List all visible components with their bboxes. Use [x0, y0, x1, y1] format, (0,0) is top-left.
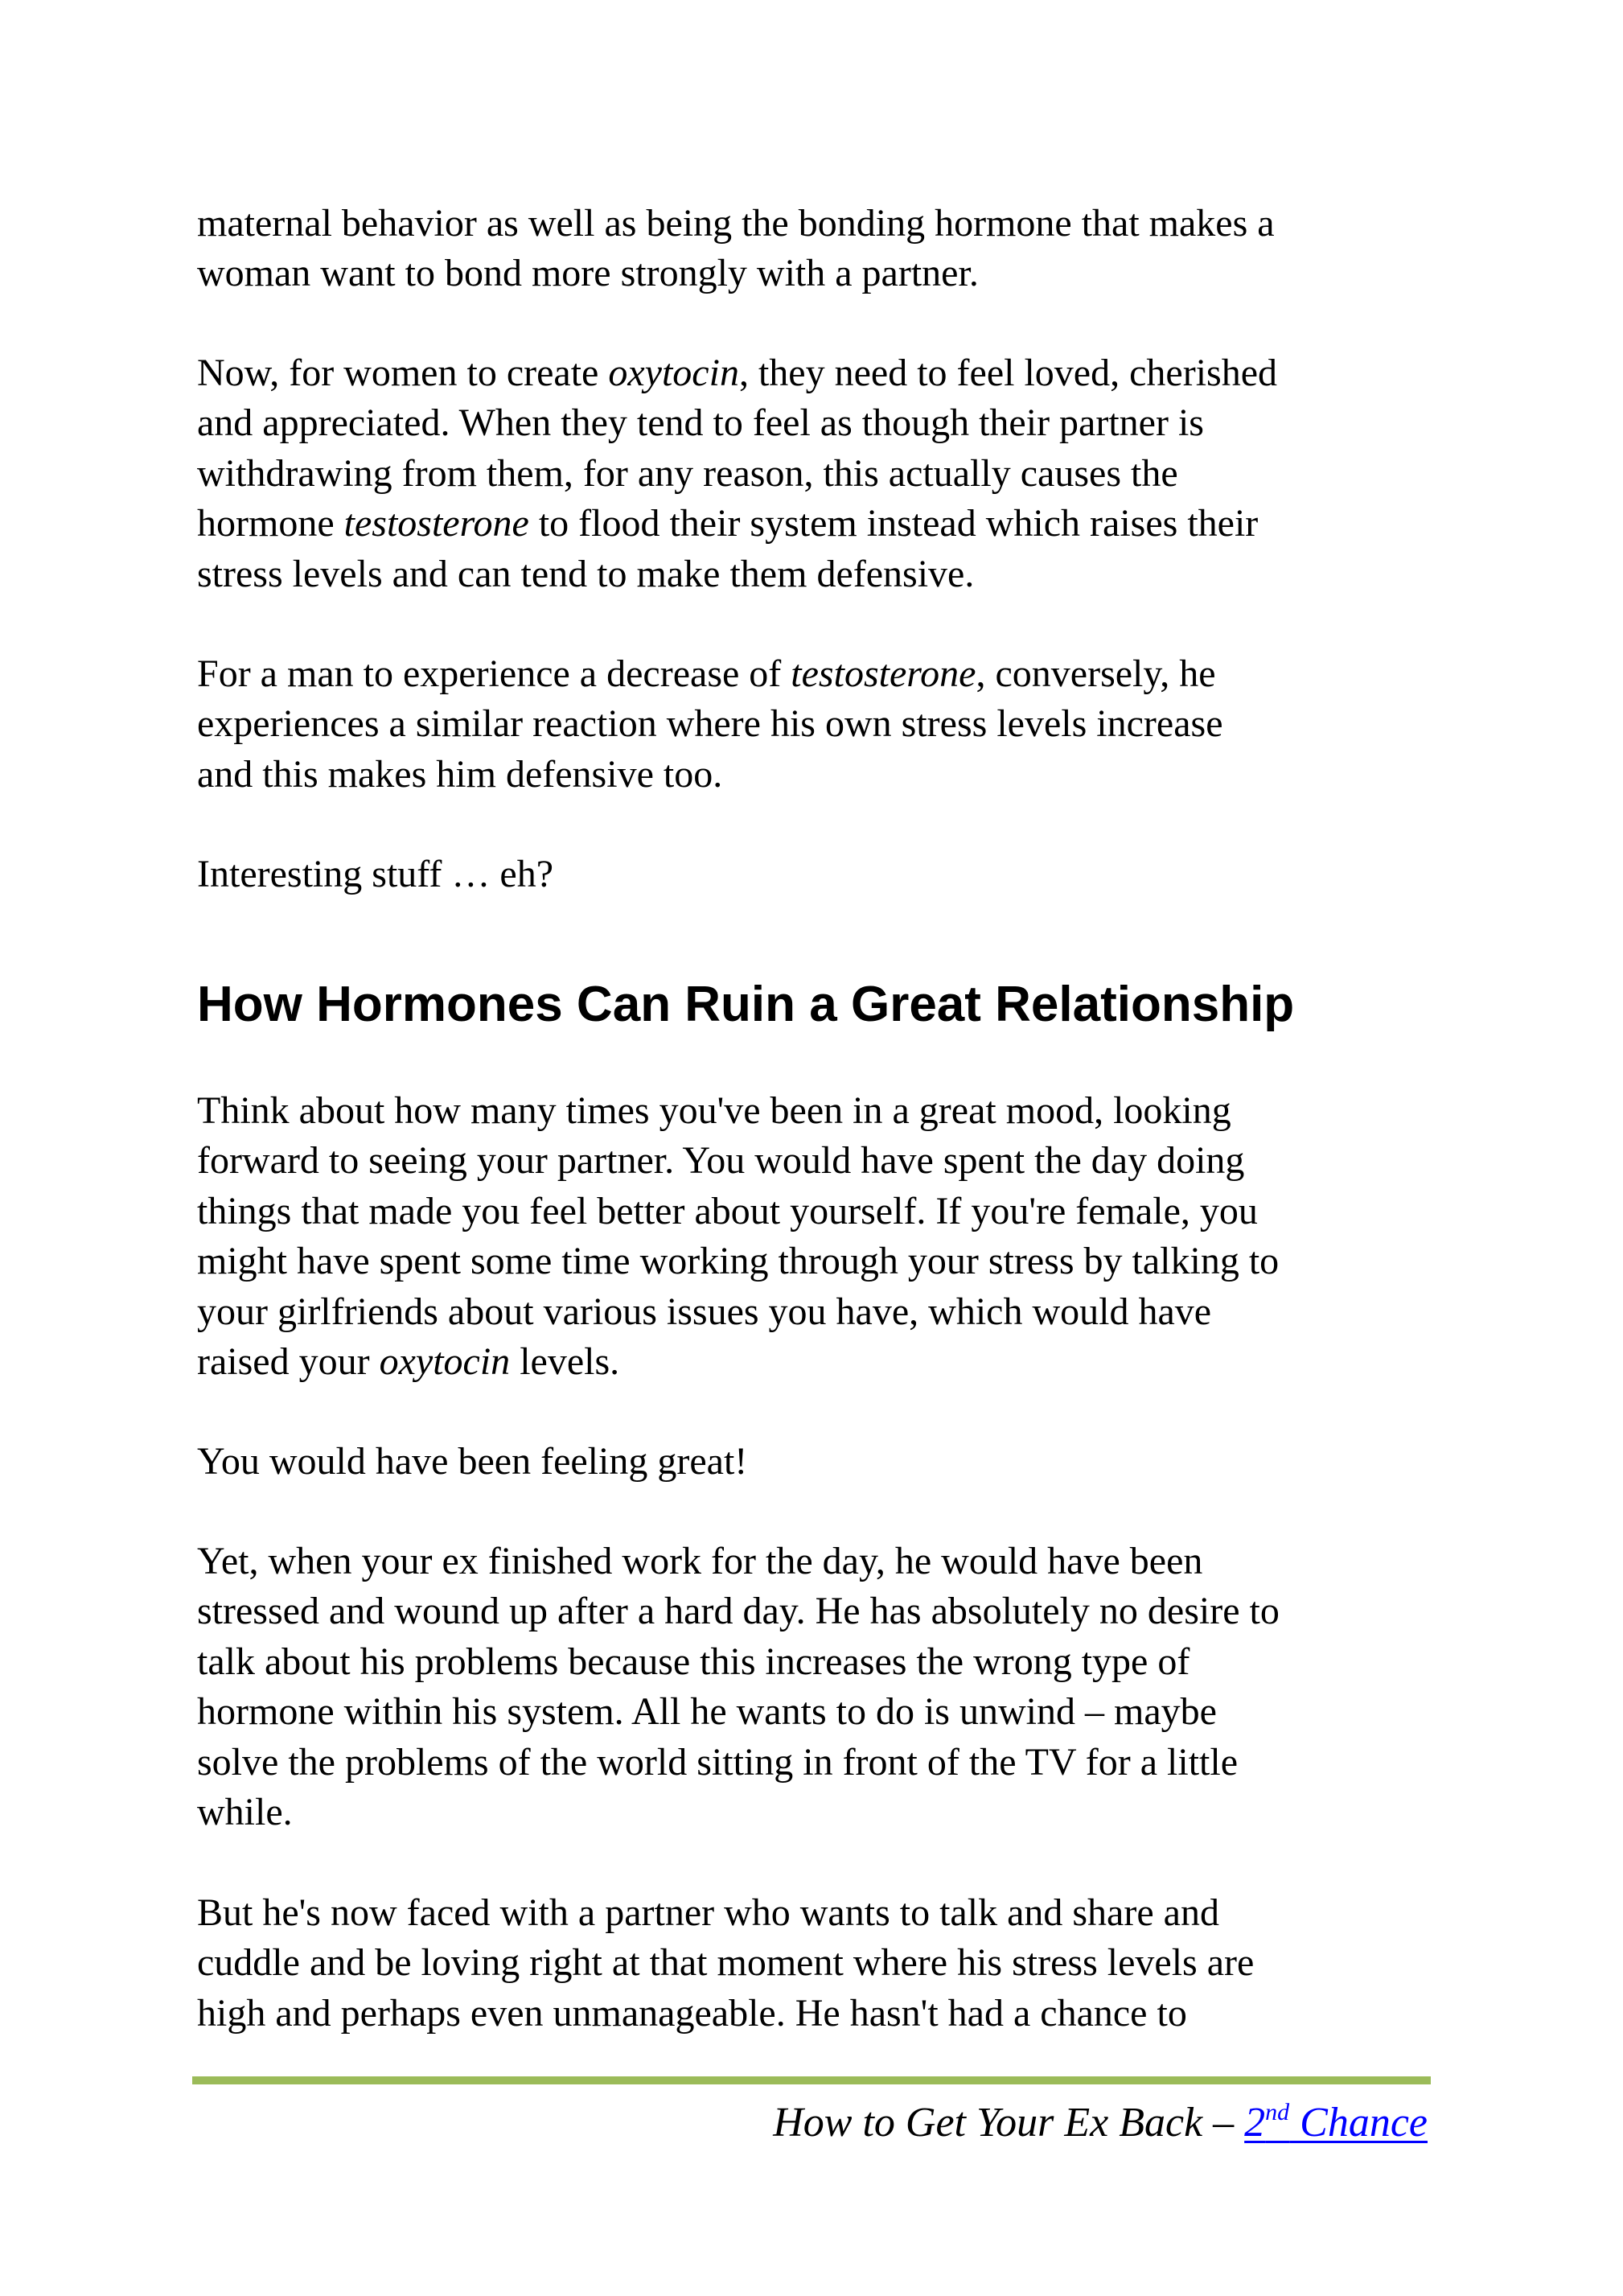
text-line: [197, 449, 1452, 499]
footer-link[interactable]: [1244, 2100, 1428, 2146]
text-run: might have spent some time working through your stress by talking to: [197, 1240, 1280, 1283]
text-run: For a man to experience a decrease of: [197, 652, 791, 695]
text-line: [197, 1586, 1452, 1636]
footer-divider: [192, 2076, 1431, 2084]
text-run: and this makes him defensive too.: [197, 752, 723, 796]
text-line: [197, 398, 1452, 448]
text-line: [197, 249, 1452, 298]
text-line: [197, 1086, 1452, 1136]
text-run: Interesting stuff … eh?: [197, 853, 553, 895]
text-run: raised your: [197, 1340, 380, 1384]
text-line: [197, 348, 1452, 398]
text-run: withdrawing from them, for any reason, this actually causes the: [197, 451, 1178, 495]
text-line: [197, 1236, 1452, 1286]
text-line: [197, 1788, 1452, 1837]
text-run: Now, for women to create: [197, 352, 609, 394]
text-run: solve the problems of the world sitting in front of the TV for a little: [197, 1740, 1239, 1784]
paragraph: [197, 1537, 1452, 1837]
text-run: things that made you feel better about yourself. If you're female, you: [197, 1189, 1258, 1232]
text-run: experiences a similar reaction where his own stress levels increase: [197, 702, 1223, 746]
text-run: cuddle and be loving right at that moment where his stress levels are: [197, 1941, 1255, 1985]
text-line: [197, 1287, 1452, 1337]
italic-term: oxytocin: [608, 352, 739, 394]
text-line: [197, 1437, 1452, 1487]
text-line: [197, 850, 1452, 899]
italic-term: oxytocin: [379, 1340, 511, 1384]
text-line: [197, 1938, 1452, 1988]
text-run: woman want to bond more strongly with a partner.: [197, 252, 979, 295]
text-line: [197, 1637, 1452, 1687]
text-run: stressed and wound up after a hard day. He has absolutely no desire to: [197, 1590, 1280, 1633]
text-line: [197, 699, 1452, 749]
text-line: [197, 1136, 1452, 1186]
footer-link-superscript: nd: [1265, 2099, 1290, 2125]
page-footer: [773, 2099, 1428, 2147]
paragraph: [197, 850, 1452, 899]
paragraph: [197, 348, 1452, 599]
text-run: high and perhaps even unmanageable. He hasn't had a chance to: [197, 1991, 1187, 2035]
text-line: [197, 750, 1452, 800]
footer-link-number: 2: [1244, 2100, 1266, 2146]
text-run: hormone within his system. All he wants to do is unwind – maybe: [197, 1690, 1217, 1734]
text-run: You would have been feeling great!: [197, 1440, 748, 1483]
paragraph: [197, 1437, 1452, 1487]
text-line: [197, 199, 1452, 249]
text-line: [197, 499, 1452, 549]
text-line: [197, 1187, 1452, 1236]
text-line: [197, 1989, 1452, 2039]
text-run: Think about how many times you've been in a great mood, looking: [197, 1089, 1231, 1132]
text-run: and appreciated. When they tend to feel as though their partner is: [197, 401, 1204, 445]
text-run: hormone: [197, 502, 344, 545]
text-run: talk about his problems because this increases the wrong type of: [197, 1640, 1190, 1683]
italic-term: testosterone: [343, 502, 529, 545]
paragraph: [197, 649, 1452, 800]
footer-title: How to Get Your Ex Back –: [773, 2100, 1245, 2146]
text-line: [197, 1537, 1452, 1586]
paragraph: [197, 199, 1452, 299]
footer-link-word: Chance: [1289, 2100, 1428, 2146]
text-run: levels.: [510, 1340, 620, 1384]
text-line: [197, 1687, 1452, 1737]
text-run: But he's now faced with a partner who wants to talk and share and: [197, 1891, 1219, 1934]
italic-term: testosterone: [791, 652, 976, 695]
section-heading: How Hormones Can Ruin a Great Relationship: [197, 977, 1295, 1032]
paragraph: [197, 1888, 1452, 2039]
text-line: [197, 649, 1452, 699]
text-run: while.: [197, 1791, 293, 1834]
text-line: [197, 1337, 1452, 1387]
text-run: forward to seeing your partner. You would have spent the day doing: [197, 1139, 1245, 1183]
text-line: [197, 1738, 1452, 1788]
text-run: maternal behavior as well as being the bonding hormone that makes a: [197, 202, 1275, 245]
text-run: , conversely, he: [976, 652, 1216, 695]
text-line: [197, 549, 1452, 599]
text-run: your girlfriends about various issues you have, which would have: [197, 1290, 1212, 1333]
paragraph: [197, 1086, 1452, 1387]
text-run: to flood their system instead which raises their: [528, 502, 1259, 545]
text-run: Yet, when your ex finished work for the day, he would have been: [197, 1540, 1203, 1582]
text-line: [197, 1888, 1452, 1938]
text-run: stress levels and can tend to make them defensive.: [197, 552, 975, 595]
text-run: , they need to feel loved, cherished: [738, 352, 1278, 394]
